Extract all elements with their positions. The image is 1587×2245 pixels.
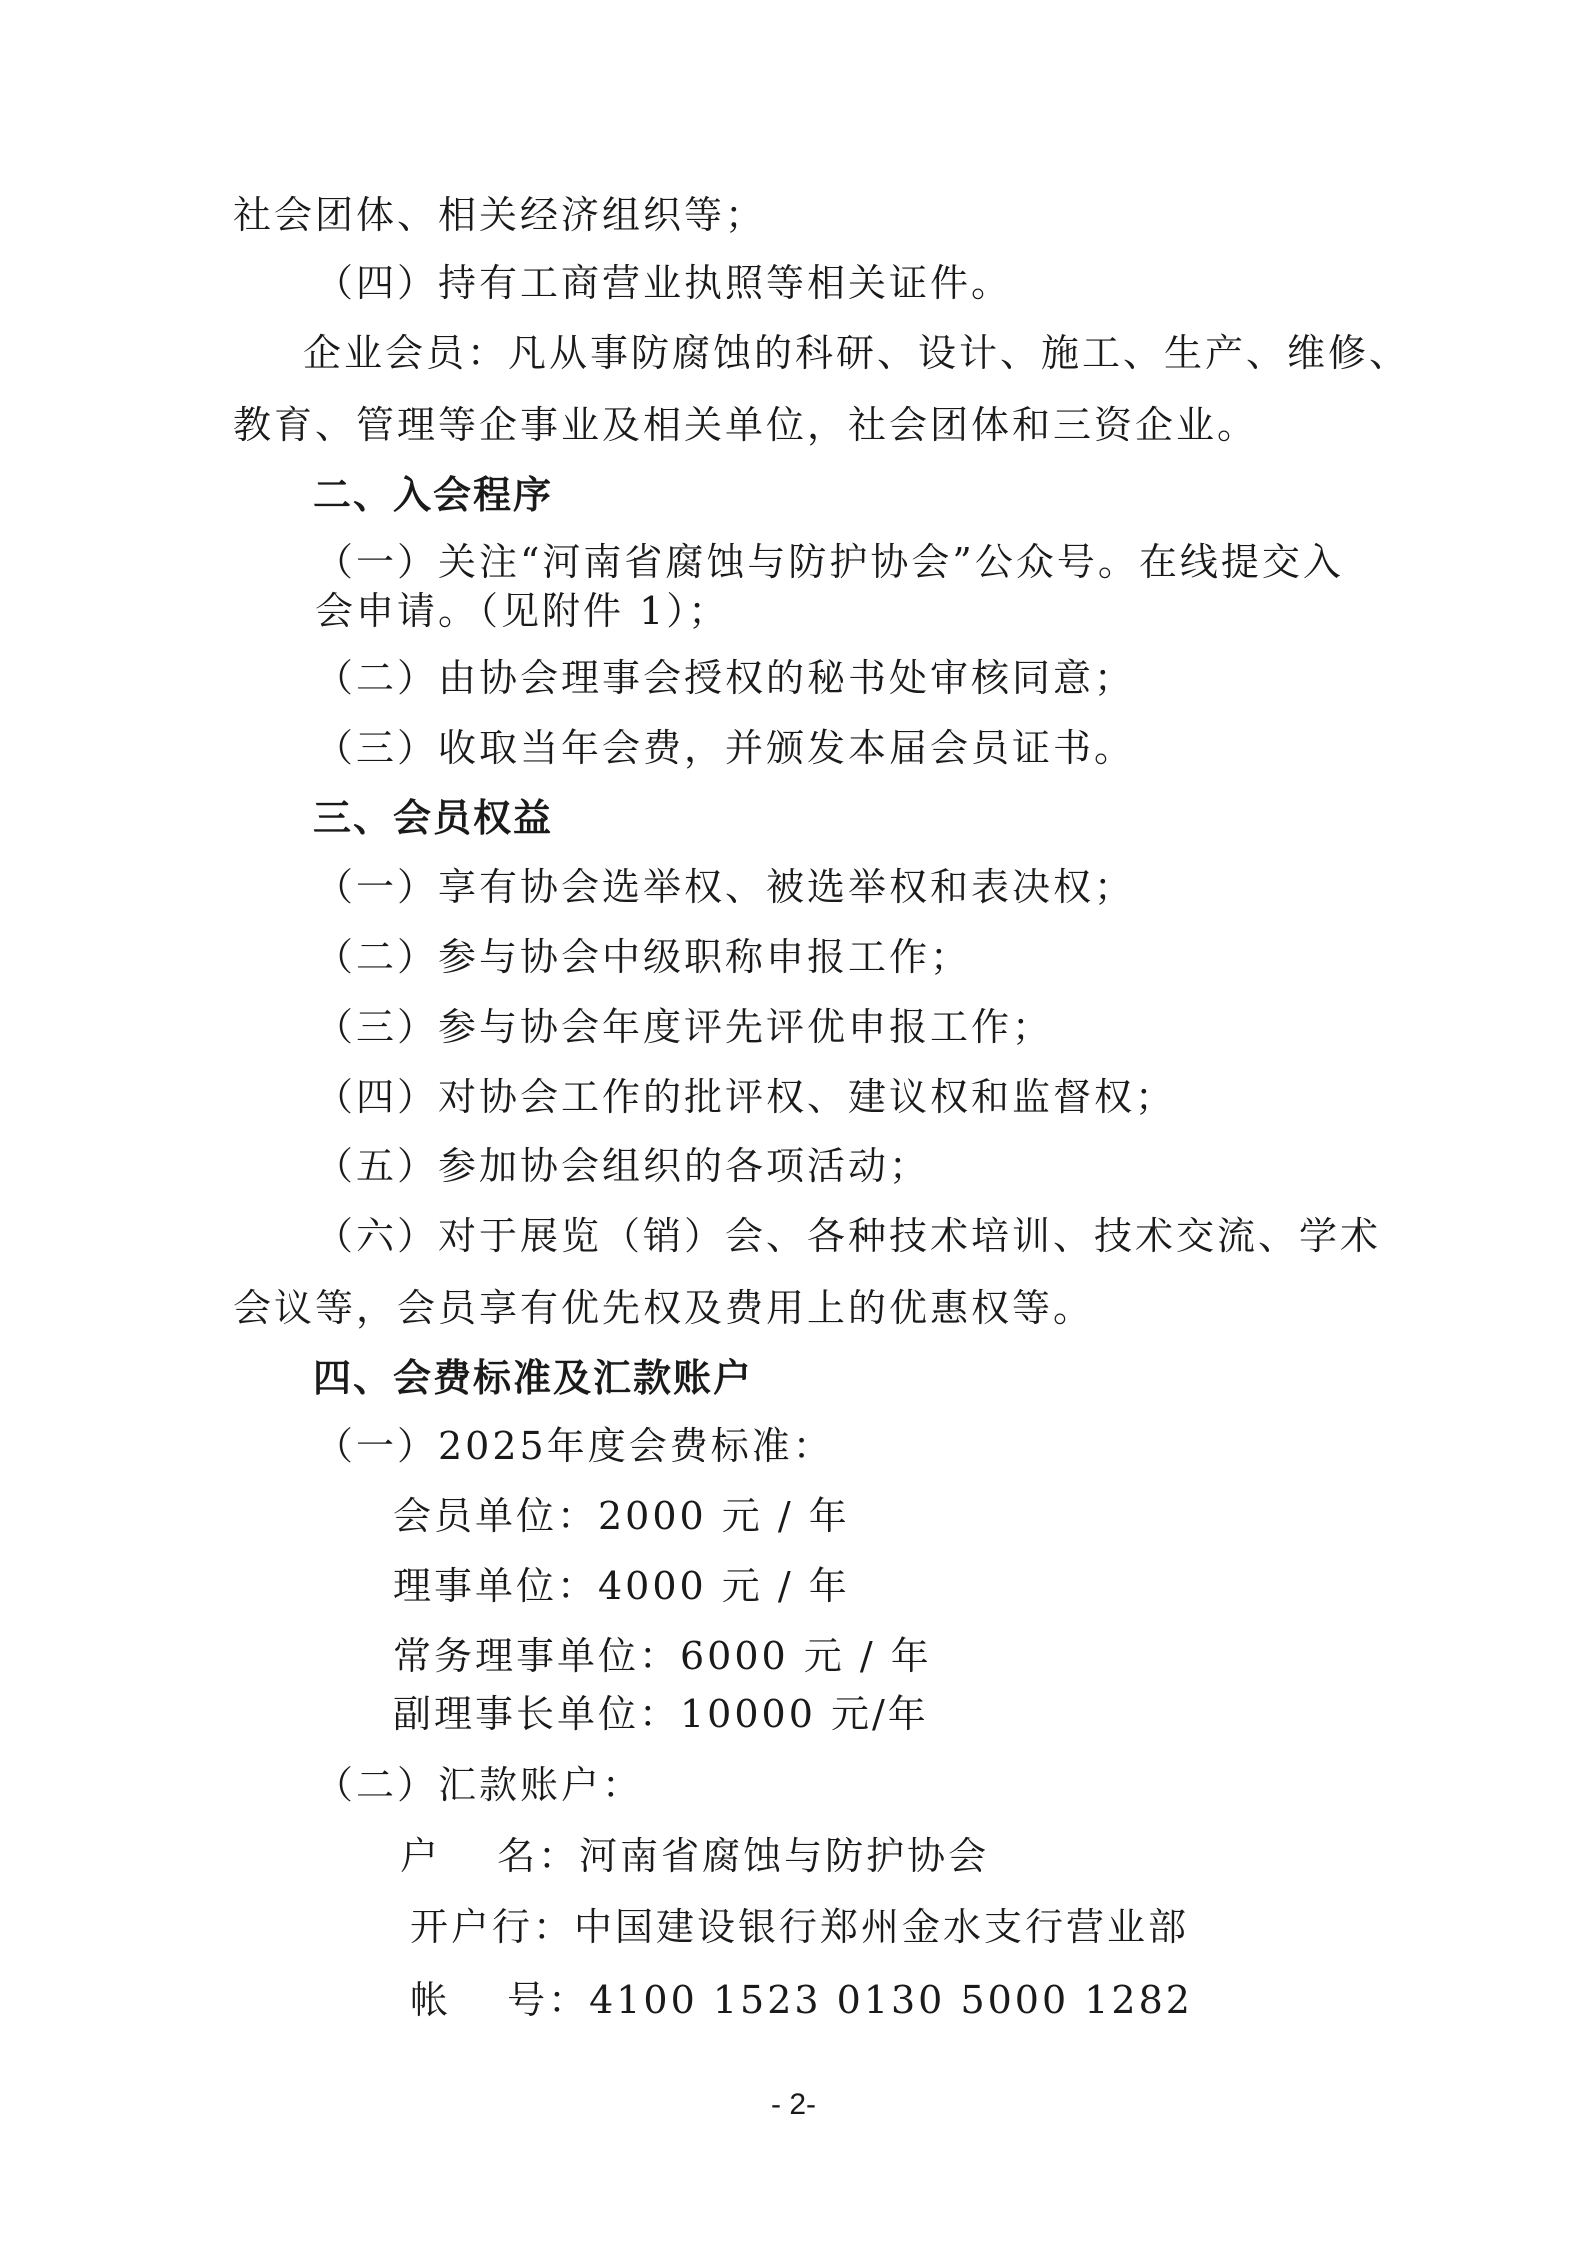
fee-line: 常务理事单位：6000 元 / 年 bbox=[393, 1634, 932, 1678]
para-line: 教育、管理等企事业及相关单位，社会团体和三资企业。 bbox=[233, 403, 1259, 447]
para-line: （一）2025年度会费标准： bbox=[315, 1424, 834, 1468]
para-line: 企业会员：凡从事防腐蚀的科研、设计、施工、生产、维修、 bbox=[303, 331, 1411, 375]
account-number: 帐 号：4100 1523 0130 5000 1282 bbox=[410, 1978, 1193, 2022]
page-number: - 2- bbox=[771, 2088, 816, 2121]
para-line: （二）参与协会中级职称申报工作； bbox=[315, 935, 972, 979]
para-line: （三）收取当年会费，并颁发本届会员证书。 bbox=[315, 726, 1136, 770]
para-line: （二）由协会理事会授权的秘书处审核同意； bbox=[315, 656, 1136, 700]
para-line: 会申请。（见附件 1）； bbox=[315, 589, 730, 633]
para-line: （二）汇款账户： bbox=[315, 1763, 644, 1807]
para-line: （五）参加协会组织的各项活动； bbox=[315, 1144, 931, 1188]
account-bank: 开户行：中国建设银行郑州金水支行营业部 bbox=[410, 1905, 1190, 1949]
section-heading-3: 三、会员权益 bbox=[313, 796, 554, 840]
para-line: （一）关注“河南省腐蚀与防护协会”公众号。在线提交入 bbox=[315, 540, 1344, 584]
section-heading-2: 二、入会程序 bbox=[313, 473, 554, 517]
para-line: 社会团体、相关经济组织等； bbox=[233, 193, 767, 237]
para-line: 会议等，会员享有优先权及费用上的优惠权等。 bbox=[233, 1286, 1095, 1330]
fee-line: 会员单位：2000 元 / 年 bbox=[393, 1494, 850, 1538]
section-heading-4: 四、会费标准及汇款账户 bbox=[313, 1356, 754, 1400]
para-line: （六）对于展览（销）会、各种技术培训、技术交流、学术 bbox=[315, 1214, 1382, 1258]
para-line: （四）对协会工作的批评权、建议权和监督权； bbox=[315, 1075, 1177, 1119]
para-line: （四）持有工商营业执照等相关证件。 bbox=[315, 261, 1013, 305]
fee-line: 理事单位：4000 元 / 年 bbox=[393, 1564, 850, 1608]
fee-line: 副理事长单位：10000 元/年 bbox=[393, 1692, 929, 1736]
para-line: （一）享有协会选举权、被选举权和表决权； bbox=[315, 865, 1136, 909]
account-name: 户 名：河南省腐蚀与防护协会 bbox=[400, 1834, 990, 1878]
para-line: （三）参与协会年度评先评优申报工作； bbox=[315, 1005, 1054, 1049]
